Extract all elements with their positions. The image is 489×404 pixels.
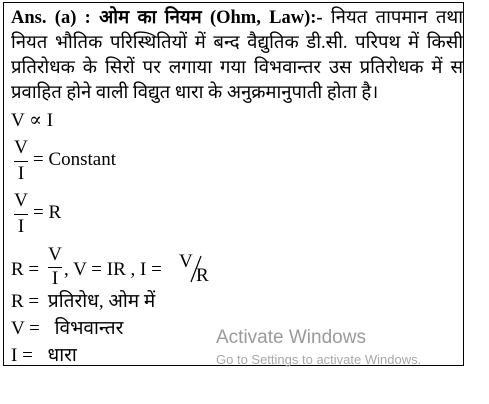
eq3-lhs: R =	[11, 259, 40, 280]
eq3-fraction	[48, 244, 62, 290]
eq2-numerator: V	[14, 190, 28, 211]
eq3-slash-fraction	[179, 251, 211, 287]
eq3-slash-denominator: R	[196, 265, 209, 286]
answer-text: नियत तापमान तथा नियत भौतिक परिस्थितियों में बन्द वैद्युतिक डी.सी. परिपथ में किसी प्रतिरोधक के सिरों पर लगाया गया विभवान्तर उस प्रतिरोधक में स प्रवाहित होने वाली विद्युत धारा के अनुक्रमानुपाती होता है।	[11, 8, 463, 103]
definition-symbol: R =	[11, 291, 40, 312]
answer-label: Ans. (a) : ओम का नियम (Ohm, Law):-	[11, 8, 323, 28]
definition-meaning: धारा	[47, 345, 77, 366]
definition-meaning: प्रतिरोध, ओम में	[47, 291, 156, 312]
eq3-numerator: V	[48, 244, 62, 265]
eq2-fraction-bar	[14, 214, 28, 215]
eq1-fraction-bar	[14, 161, 28, 162]
definition-resistance	[11, 287, 155, 313]
definition-symbol: I =	[11, 345, 33, 366]
answer-box	[3, 2, 464, 366]
eq2-rhs: = R	[33, 202, 62, 223]
eq1-fraction	[14, 137, 28, 185]
eq1-rhs: = Constant	[33, 149, 117, 170]
definition-current	[11, 341, 77, 367]
definition-symbol: V =	[11, 318, 40, 339]
eq3-fraction-bar	[48, 267, 62, 268]
eq3-slash-numerator: V	[179, 251, 193, 272]
eq1-denominator: I	[17, 163, 25, 184]
eq2-fraction	[14, 190, 28, 238]
eq3-denominator: I	[51, 268, 59, 289]
eq3-middle: , V = IR , I =	[64, 259, 162, 280]
proportional-equation: V ∝ I	[11, 110, 54, 131]
definition-meaning: विभवान्तर	[54, 318, 124, 339]
activate-windows-title: Activate Windows	[216, 327, 366, 348]
eq2-denominator: I	[17, 216, 25, 237]
answer-paragraph	[11, 6, 463, 106]
eq1-numerator: V	[14, 137, 28, 158]
activate-windows-subtitle[interactable]: Go to Settings to activate Windows.	[216, 352, 422, 367]
definition-voltage	[11, 314, 123, 340]
